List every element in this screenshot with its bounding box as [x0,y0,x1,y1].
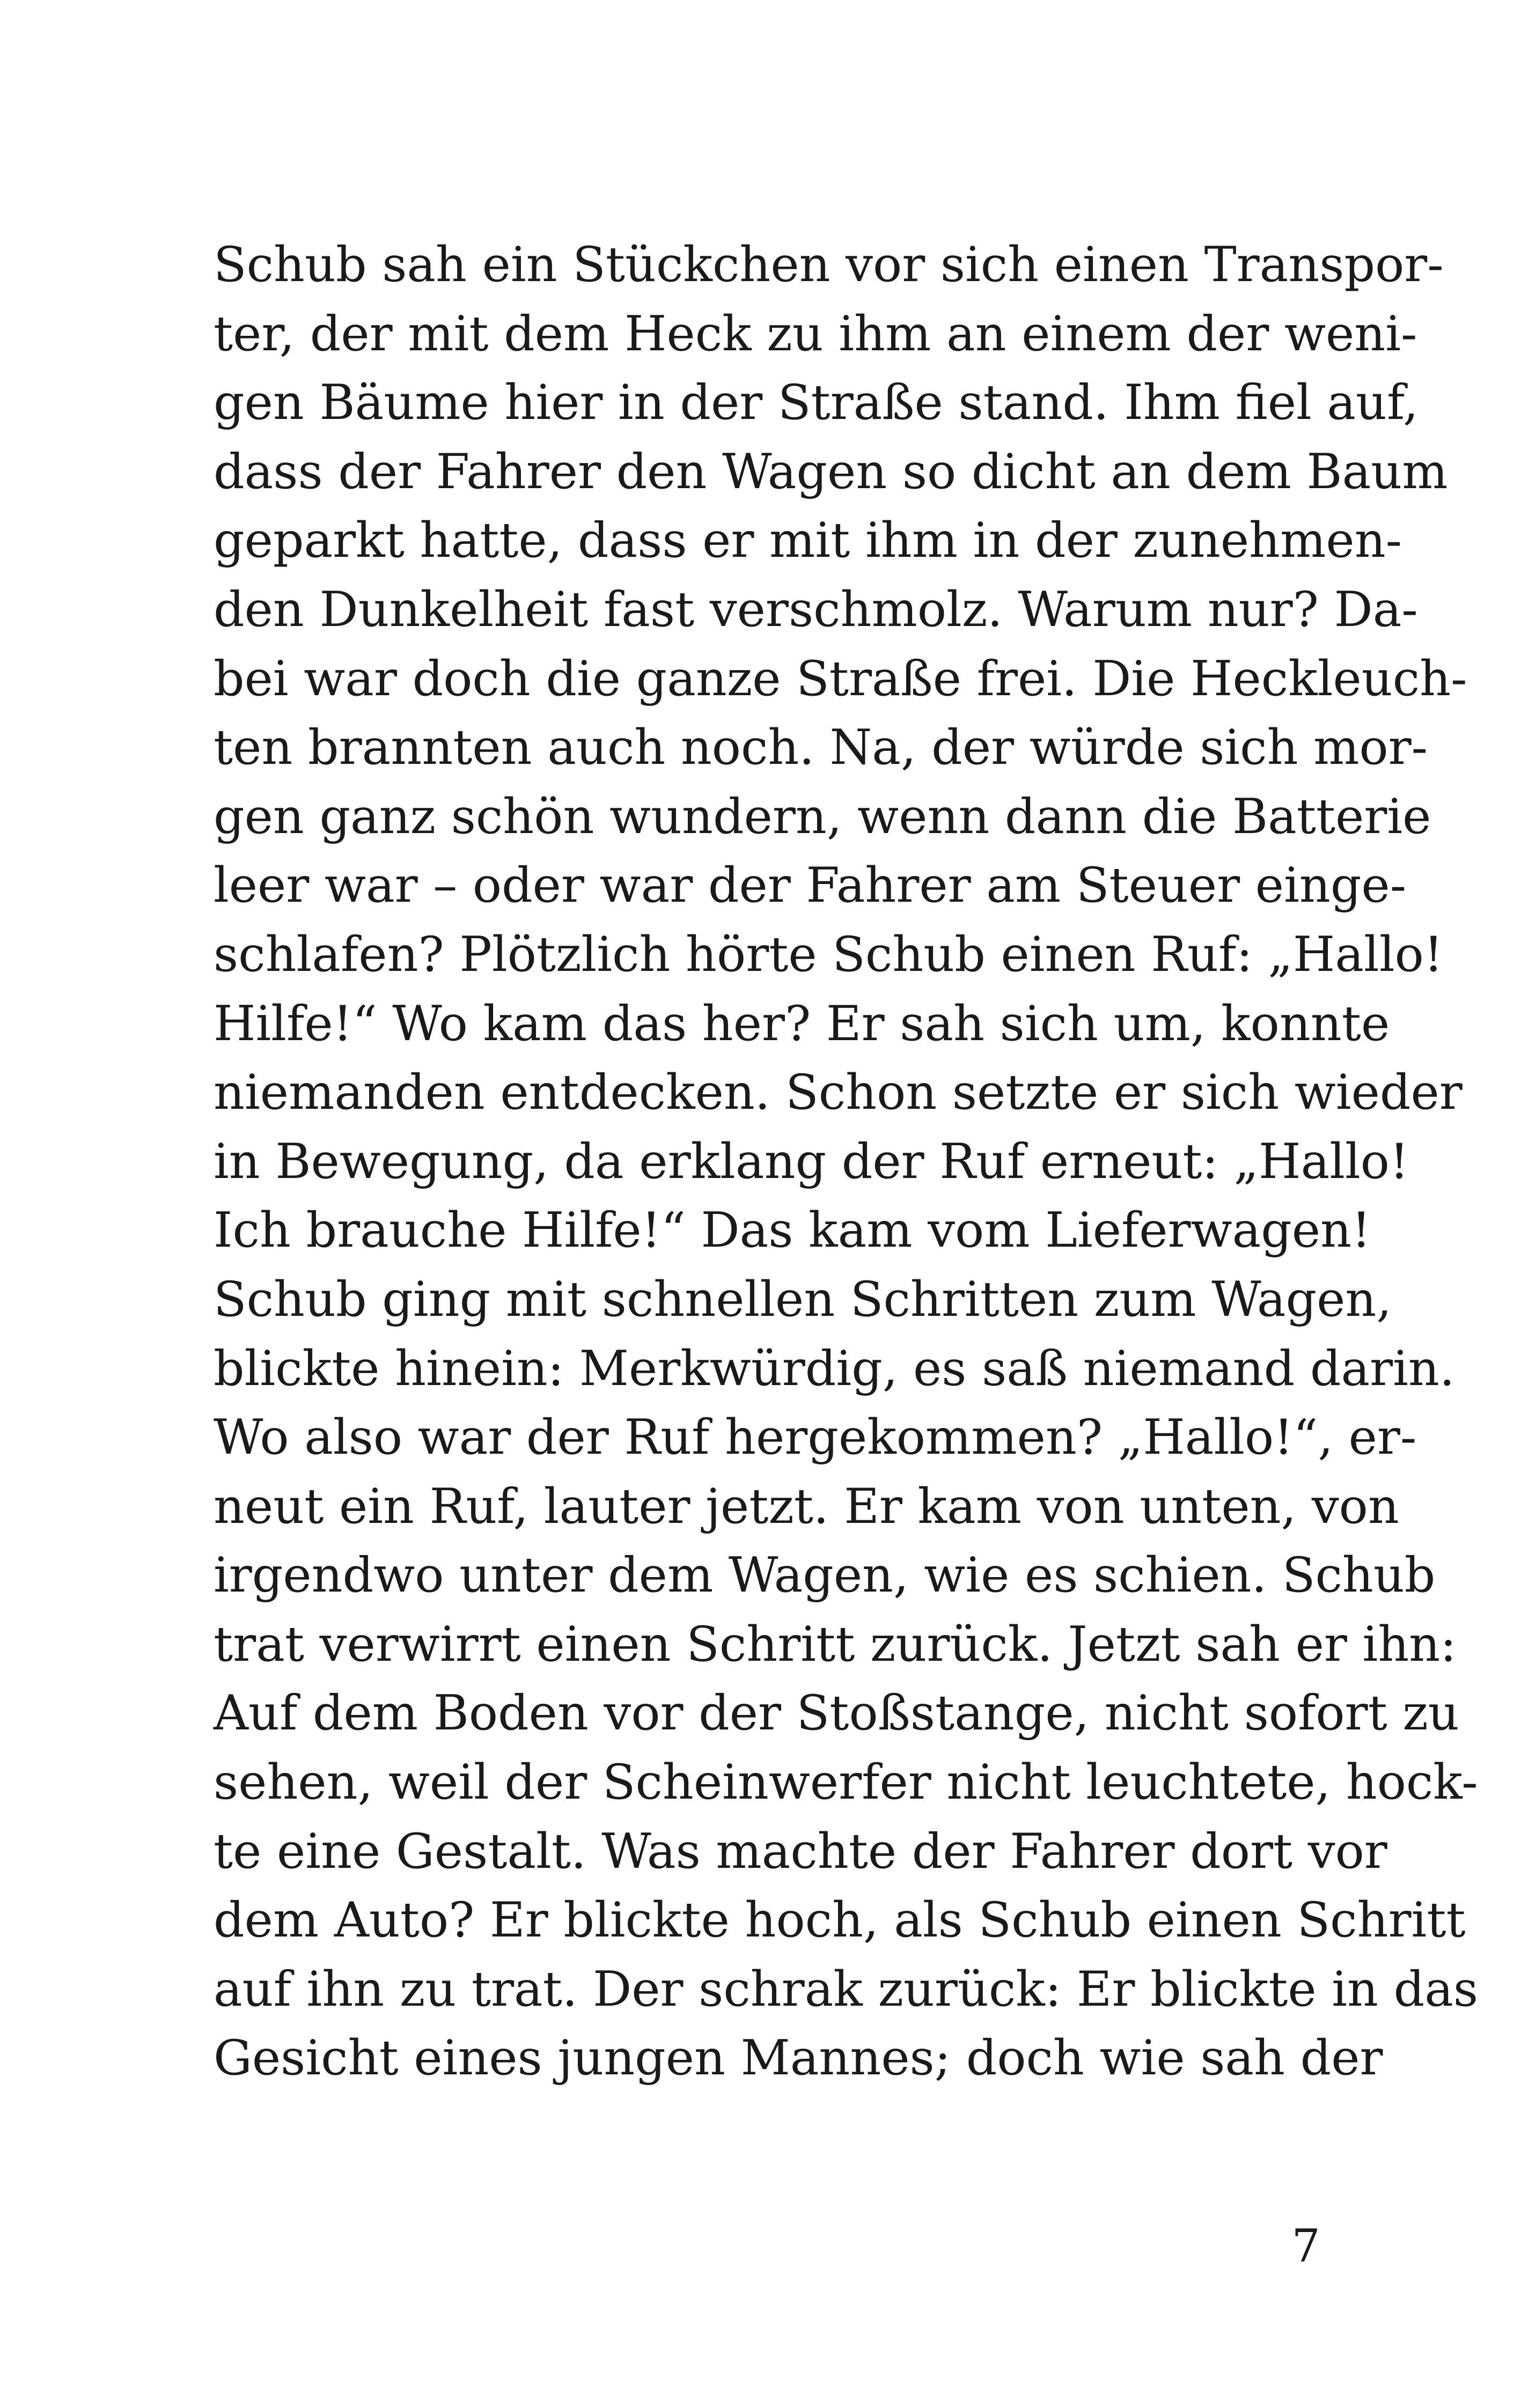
text-line: Ich brauche Hilfe!“ Das kam vom Lieferwagen! [214,1202,1371,1259]
text-line: neut ein Ruf, lauter jetzt. Er kam von unten, von [214,1478,1399,1535]
page-number: 7 [1291,2220,1320,2272]
text-line: irgendwo unter dem Wagen, wie es schien. Schub [214,1547,1436,1604]
text-line: Schub ging mit schnellen Schritten zum Wagen, [214,1271,1392,1328]
text-line: schlafen? Plötzlich hörte Schub einen Ruf: „Hallo! [214,926,1443,983]
text-line: gen Bäume hier in der Straße stand. Ihm fiel auf, [214,374,1419,431]
text-line: te eine Gestalt. Was machte der Fahrer dort vor [214,1823,1387,1880]
text-line: geparkt hatte, dass er mit ihm in der zunehmen- [214,512,1402,569]
text-line: Wo also war der Ruf hergekommen? „Hallo!“, er- [214,1409,1417,1466]
body-text [214,231,1479,2093]
text-line: bei war doch die ganze Straße frei. Die Heckleuch- [214,650,1467,707]
text-line: den Dunkelheit fast verschmolz. Warum nur? Da- [214,581,1418,638]
text-line: sehen, weil der Scheinwerfer nicht leuchtete, hock- [214,1754,1478,1811]
text-line: ter, der mit dem Heck zu ihm an einem der weni- [214,305,1417,362]
text-line: niemanden entdecken. Schon setzte er sich wieder [214,1064,1463,1121]
text-line: gen ganz schön wundern, wenn dann die Batterie [214,788,1431,845]
text-line: Gesicht eines jungen Mannes; doch wie sah der [214,2030,1383,2087]
text-line: in Bewegung, da erklang der Ruf erneut: „Hallo! [214,1133,1409,1190]
text-line: leer war – oder war der Fahrer am Steuer einge- [214,857,1407,914]
text-line: Auf dem Boden vor der Stoßstange, nicht sofort zu [214,1685,1459,1742]
text-line: Schub sah ein Stückchen vor sich einen Transpor- [214,237,1444,293]
text-line: blickte hinein: Merkwürdig, es saß niemand darin. [214,1340,1455,1397]
text-line: trat verwirrt einen Schritt zurück. Jetzt sah er ihn: [214,1616,1457,1673]
text-line: ten brannten auch noch. Na, der würde sich mor- [214,719,1428,776]
text-line: dass der Fahrer den Wagen so dicht an dem Baum [214,443,1448,500]
text-line: Hilfe!“ Wo kam das her? Er sah sich um, konnte [214,995,1390,1052]
text-line: auf ihn zu trat. Der schrak zurück: Er blickte in das [214,1961,1479,2017]
text-line: dem Auto? Er blickte hoch, als Schub einen Schritt [214,1892,1466,1949]
